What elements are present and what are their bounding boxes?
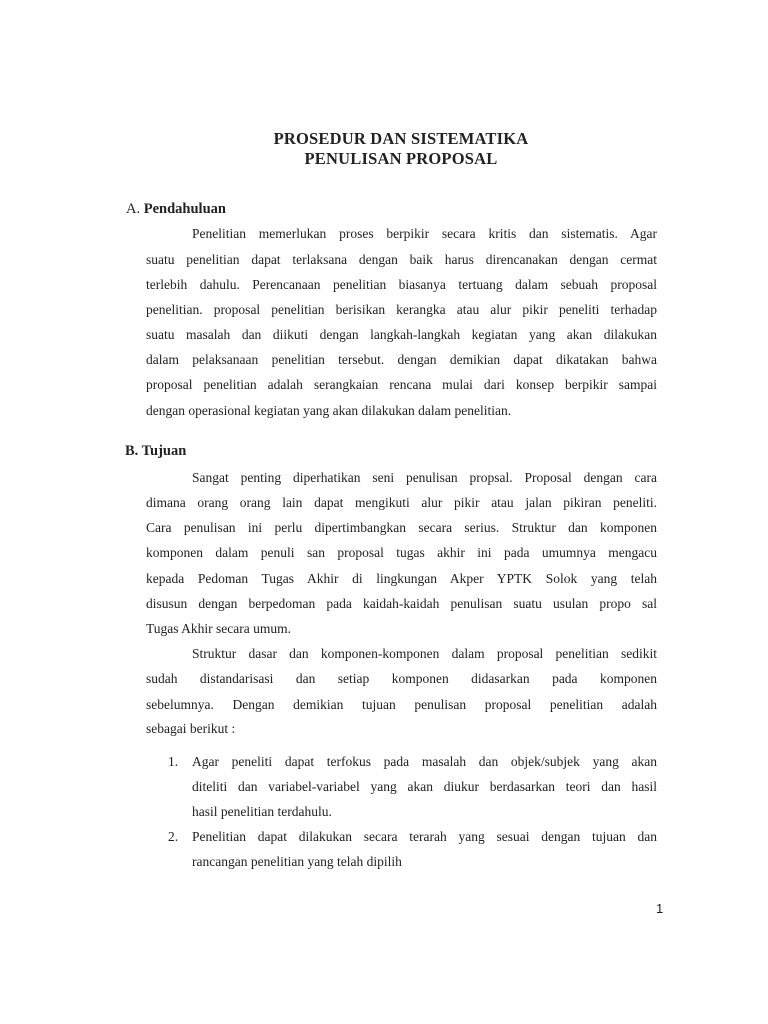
section-a-line: suatu masalah dan diikuti dengan langkah-langkah kegiatan yang akan dilakukan [146, 327, 657, 342]
section-a-line: proposal penelitian adalah serangkaian rencana mulai dari konsep berpikir sampai [146, 377, 657, 392]
page-number: 1 [656, 901, 664, 916]
section-b-para1-line: kepada Pedoman Tugas Akhir di lingkungan Akper YPTK Solok yang telah [146, 571, 657, 586]
section-b-para2-line: sebagai berikut : [146, 721, 236, 736]
document-title-line-1: PROSEDUR DAN SISTEMATIKA [273, 129, 529, 148]
section-a-heading [126, 201, 226, 218]
section-a-line: suatu penelitian dapat terlaksana dengan baik harus direncanakan dengan cermat [146, 252, 657, 267]
section-b-para2-line: sebelumnya. Dengan demikian tujuan penulisan proposal penelitian adalah [146, 697, 657, 712]
section-b-para1-line: dimana orang orang lain dapat mengikuti alur pikir atau jalan pikiran peneliti. [146, 495, 657, 510]
section-b-title: B. Tujuan [125, 443, 187, 459]
list-item-number: 1. [168, 754, 179, 769]
section-b-para2-line: sudah distandarisasi dan setiap komponen didasarkan pada komponen [146, 671, 657, 686]
list-item-line: diteliti dan variabel-variabel yang akan diukur berdasarkan teori dan hasil [192, 779, 657, 794]
section-a-line: terlebih dahulu. Perencanaan penelitian biasanya tertuang dalam sebuah proposal [146, 277, 657, 292]
section-a-line: dalam pelaksanaan penelitian tersebut. dengan demikian dapat dikatakan bahwa [146, 352, 657, 367]
section-b-para1-line: Tugas Akhir secara umum. [146, 621, 291, 636]
list-item-line: hasil penelitian terdahulu. [192, 804, 332, 819]
section-a-line: Penelitian memerlukan proses berpikir secara kritis dan sistematis. Agar [192, 226, 657, 241]
section-b-para1-line: komponen dalam penuli san proposal tugas akhir ini pada umumnya mengacu [146, 545, 657, 560]
section-a-title: Pendahuluan [143, 201, 226, 217]
section-b-heading [125, 443, 186, 460]
list-item-line: rancangan penelitian yang telah dipilih [192, 854, 402, 869]
section-b-para1-line: Cara penulisan ini perlu dipertimbangkan secara serius. Struktur dan komponen [146, 520, 657, 535]
section-a-line: penelitian. proposal penelitian berisikan kerangka atau alur pikir peneliti terhadap [146, 302, 657, 317]
list-item-line: Agar peneliti dapat terfokus pada masalah dan objek/subjek yang akan [192, 754, 657, 769]
section-b-para2-line: Struktur dasar dan komponen-komponen dalam proposal penelitian sedikit [192, 646, 657, 661]
document-title-line-2: PENULISAN PROPOSAL [304, 149, 498, 168]
section-b-para1-line: disusun dengan berpedoman pada kaidah-kaidah penulisan suatu usulan propo sal [146, 596, 657, 611]
list-item-line: Penelitian dapat dilakukan secara terarah yang sesuai dengan tujuan dan [192, 829, 657, 844]
section-b-para1-line: Sangat penting diperhatikan seni penulisan propsal. Proposal dengan cara [192, 470, 657, 485]
section-a-line: dengan operasional kegiatan yang akan dilakukan dalam penelitian. [146, 403, 512, 418]
section-a-marker: A. [126, 201, 141, 217]
list-item-number: 2. [168, 829, 179, 844]
